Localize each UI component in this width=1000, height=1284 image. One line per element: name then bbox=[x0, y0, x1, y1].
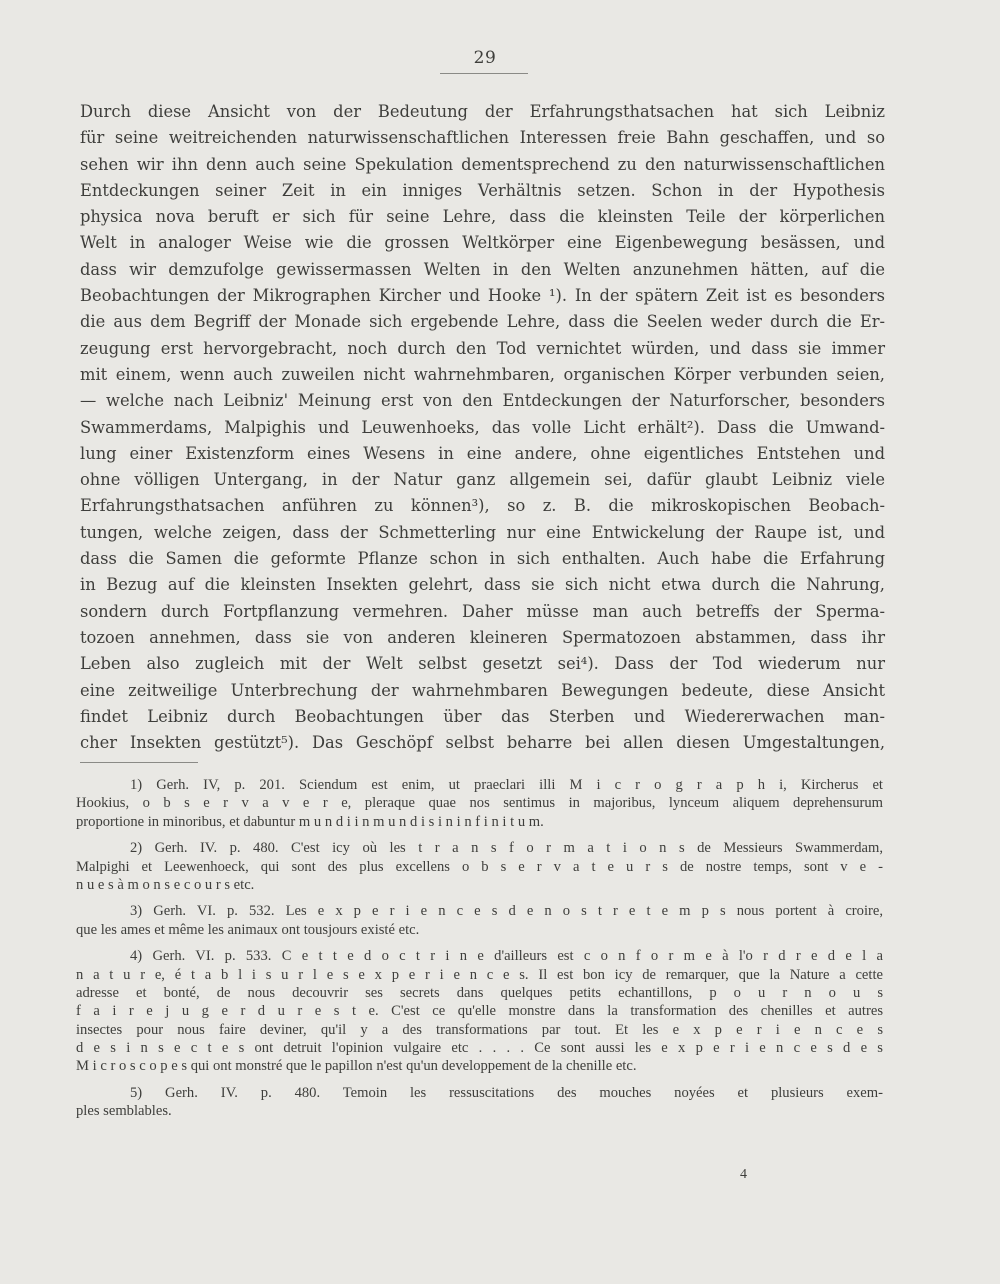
footnote-line: insectes pour nous faire deviner, qu'il y a des transformations par tout. Et les e x p e r i e n c e s bbox=[76, 1021, 883, 1038]
body-line: mit einem, wenn auch zuweilen nicht wahrnehmbaren, organischen Körper verbunden seien, bbox=[80, 364, 885, 384]
footnote-line: 4) Gerh. VI. p. 533. C e t t e d o c t r i n e d'ailleurs est c o n f o r m e à l'o r d r e d e l a bbox=[130, 948, 883, 965]
page-number: 29 bbox=[473, 48, 497, 68]
footnote-3 bbox=[76, 902, 883, 939]
body-line: die aus dem Begriff der Monade sich ergebende Lehre, dass die Seelen weder durch die Er- bbox=[80, 312, 885, 332]
footnote-line: f a i r e j u g e r d u r e s t e. C'est ce qu'elle monstre dans la transformation des chenilles et autres bbox=[76, 1003, 883, 1020]
footnote-line: n a t u r e, é t a b l i s u r l e s e x p e r i e n c e s. Il est bon icy de remarquer, que la Nature a cette bbox=[76, 966, 883, 983]
body-line: Leben also zugleich mit der Welt selbst gesetzt sei⁴). Dass der Tod wiederum nur bbox=[80, 654, 885, 674]
body-line: sehen wir ihn denn auch seine Spekulation dementsprechend zu den naturwissenschaftlichen bbox=[80, 154, 885, 174]
header-rule bbox=[440, 73, 528, 74]
footnote-separator bbox=[80, 762, 198, 763]
body-line: zeugung erst hervorgebracht, noch durch den Tod vernichtet würden, und dass sie immer bbox=[80, 338, 885, 358]
body-line: findet Leibniz durch Beobachtungen über das Sterben und Wiedererwachen man- bbox=[80, 706, 885, 726]
footnote-5 bbox=[76, 1084, 883, 1121]
footnote-line: 5) Gerh. IV. p. 480. Temoin les ressuscitations des mouches noyées et plusieurs exem- bbox=[130, 1084, 883, 1101]
body-line: sondern durch Fortpflanzung vermehren. Daher müsse man auch betreffs der Sperma- bbox=[80, 601, 885, 621]
body-line: tozoen annehmen, dass sie von anderen kleineren Spermatozoen abstammen, dass ihr bbox=[80, 627, 885, 647]
footnote-gap bbox=[76, 939, 883, 947]
footnote-line: adresse et bonté, de nous decouvrir ses secrets dans quelques petits echantillons, p o u r n o u s bbox=[76, 984, 883, 1001]
signature-mark: 4 bbox=[740, 1167, 747, 1182]
body-line: dass wir demzufolge gewissermassen Welten in den Welten anzunehmen hätten, auf die bbox=[80, 259, 885, 279]
footnote-line: Hookius, o b s e r v a v e r e, pleraque quae nos sentimus in majoribus, lynceum aliquem deprehensurum bbox=[76, 795, 883, 812]
body-line: ohne völligen Untergang, in der Natur ganz allgemein sei, dafür glaubt Leibniz viele bbox=[80, 470, 885, 490]
body-line: cher Insekten gestützt⁵). Das Geschöpf selbst beharre bei allen diesen Umgestaltungen, bbox=[80, 733, 885, 753]
body-line: in Bezug auf die kleinsten Insekten gelehrt, dass sie sich nicht etwa durch die Nahrung, bbox=[80, 575, 885, 595]
footnote-line: d e s i n s e c t e s ont detruit l'opinion vulgaire etc . . . . Ce sont aussi les e x p e r i e n c e s d e s bbox=[76, 1040, 883, 1057]
footnote-line: 1) Gerh. IV, p. 201. Sciendum est enim, ut praeclari illi M i c r o g r a p h i, Kircherus et bbox=[130, 777, 883, 793]
footnote-gap bbox=[76, 831, 883, 839]
body-line: physica nova beruft er sich für seine Lehre, dass die kleinsten Teile der körperlichen bbox=[80, 207, 885, 227]
footnote-line: Malpighi et Leewenhoeck, qui sont des plus excellens o b s e r v a t e u r s de nostre temps, sont v e - bbox=[76, 858, 883, 875]
footnote-line: que les ames et même les animaux ont tousjours existé etc. bbox=[76, 921, 420, 938]
footnote-4 bbox=[76, 947, 883, 1076]
body-line: für seine weitreichenden naturwissenschaftlichen Interessen freie Bahn geschaffen, und so bbox=[80, 128, 885, 148]
body-line: Durch diese Ansicht von der Bedeutung der Erfahrungsthatsachen hat sich Leibniz bbox=[80, 102, 885, 121]
body-line: lung einer Existenzform eines Wesens in eine andere, ohne eigentliches Entstehen und bbox=[80, 443, 885, 463]
footnote-2 bbox=[76, 839, 883, 894]
body-line: Welt in analoger Weise wie die grossen Weltkörper eine Eigenbewegung besässen, und bbox=[80, 233, 885, 253]
footnote-line: proportione in minoribus, et dabuntur m u n d i i n m u n d i s i n i n f i n i t u m. bbox=[76, 813, 544, 830]
body-line: dass die Samen die geformte Pflanze schon in sich enthalten. Auch habe die Erfahrung bbox=[80, 549, 885, 569]
footnote-line: 2) Gerh. IV. p. 480. C'est icy où les t r a n s f o r m a t i o n s de Messieurs Swammerdam, bbox=[130, 840, 883, 857]
body-line: Beobachtungen der Mikrographen Kircher und Hooke ¹). In der spätern Zeit ist es besonders bbox=[80, 286, 885, 306]
main-text bbox=[80, 99, 885, 756]
body-line: — welche nach Leibniz' Meinung erst von den Entdeckungen der Naturforscher, besonders bbox=[80, 391, 885, 411]
footnote-line: n u e s à m o n s e c o u r s etc. bbox=[76, 876, 255, 893]
body-line: Erfahrungsthatsachen anführen zu können³), so z. B. die mikroskopischen Beobach- bbox=[80, 496, 885, 516]
footnote-gap bbox=[76, 1076, 883, 1084]
footnote-line: M i c r o s c o p e s qui ont monstré que le papillon n'est qu'un developpement de la chenille etc. bbox=[76, 1058, 637, 1075]
footnote-line: ples semblables. bbox=[76, 1103, 172, 1120]
footnote-line: 3) Gerh. VI. p. 532. Les e x p e r i e n c e s d e n o s t r e t e m p s nous portent à croire, bbox=[130, 903, 883, 920]
footnote-1 bbox=[76, 776, 883, 831]
body-line: Swammerdams, Malpighis und Leuwenhoeks, das volle Licht erhält²). Dass die Umwand- bbox=[80, 417, 885, 437]
footnotes bbox=[76, 776, 883, 1121]
body-line: Entdeckungen seiner Zeit in ein inniges Verhältnis setzen. Schon in der Hypothesis bbox=[80, 180, 885, 200]
footnote-gap bbox=[76, 894, 883, 902]
body-line: eine zeitweilige Unterbrechung der wahrnehmbaren Bewegungen bedeute, diese Ansicht bbox=[80, 680, 885, 700]
body-line: tungen, welche zeigen, dass der Schmetterling nur eine Entwickelung der Raupe ist, und bbox=[80, 522, 885, 542]
